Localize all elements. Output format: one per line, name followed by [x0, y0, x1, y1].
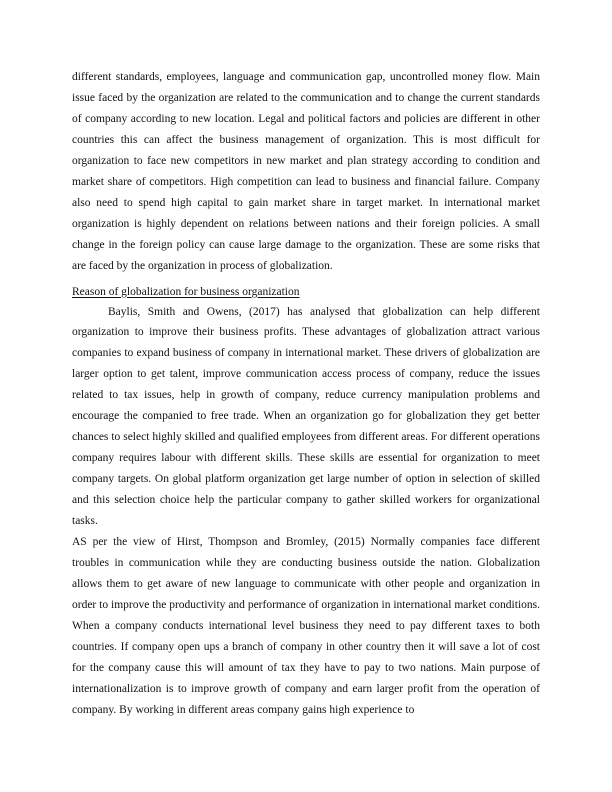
- section-heading-text: Reason of globalization for business organization: [72, 285, 300, 298]
- section-heading: [72, 282, 540, 302]
- body-paragraph-risks: different standards, employees, language and communication gap, uncontrolled money flow. Main issue faced by the organization are related to the communication and to change the current standards of company according to new location. Legal and political factors and policies are different in other countries this can affect the business management of organization. This is most difficult for organization to face new competitors in new market and plan strategy according to condition and market share of competitors. High competition can lead to business and financial failure. Company also need to spend high capital to gain market share in target market. In international market organization is highly dependent on relations between nations and their foreign policies. A small change in the foreign policy can cause large damage to the organization. These are some risks that are faced by the organization in process of globalization.: [72, 71, 540, 272]
- document-body: [72, 67, 540, 721]
- body-paragraph-communication: AS per the view of Hirst, Thompson and Bromley, (2015) Normally companies face different troubles in communication while they are conducting business outside the nation. Globalization allows them to get aware of new language to communicate with other people and organization in order to improve the productivity and performance of organization in international market conditions. When a company conducts international level business they need to pay different taxes to both countries. If company open ups a branch of company in other country then it will save a lot of cost for the company cause this will amount of tax they have to pay to two nations. Main purpose of internationalization is to improve growth of company and earn larger profit from the operation of company. By working in different areas company gains high experience to: [72, 536, 540, 716]
- body-paragraph-reasons: Baylis, Smith and Owens, (2017) has analysed that globalization can help different organization to improve their business profits. These advantages of globalization attract various companies to expand business of company in international market. These drivers of globalization are larger option to get talent, improve communication access process of company, reduce the issues related to tax issues, help in growth of company, reduce currency manipulation problems and encourage the companied to free trade. When an organization go for globalization they get better chances to select highly skilled and qualified employees from different areas. For different operations company requires labour with different skills. These skills are essential for organization to meet company targets. On global platform organization get large number of option in selection of skilled and this selection choice help the particular company to gather skilled workers for organizational tasks.: [72, 305, 540, 528]
